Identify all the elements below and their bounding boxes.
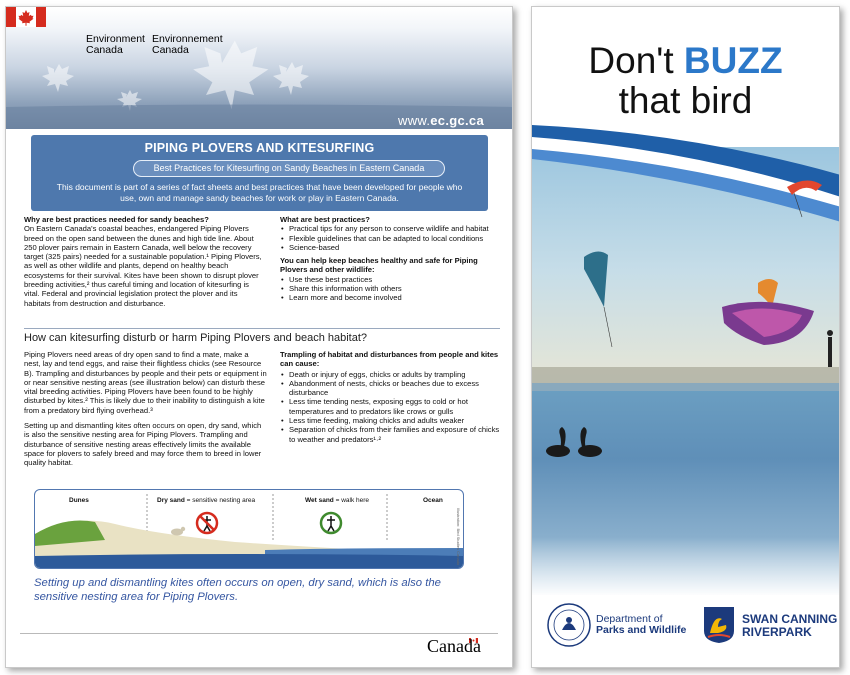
why-section xyxy=(24,215,266,308)
trampling-section xyxy=(280,350,502,444)
what-heading: What are best practices? xyxy=(280,215,370,224)
disturbance-body xyxy=(24,350,267,468)
list-item: • Less time feeding, making chicks and adults weaker xyxy=(280,416,502,425)
list-item: • Learn more and become involved xyxy=(280,293,502,302)
beach-zones-illustration xyxy=(34,489,464,569)
maple-leaf-banner-graphic xyxy=(6,7,513,129)
walk-here-icon xyxy=(321,513,341,533)
body-paragraph: Piping Plovers need areas of dry open sand to find a mate, make a nest, lay and tend eggs, and raise their flightless chicks (see Resource B). Trampling and disturbances by people and their pets or equipment in or near sensitive nesting areas (see illustration below) can disturb these vital breeding activities. Piping Plovers have been found to be highly disturbed by kites.² This is likely due to their inability to distinguish a kite from a predatory bird flying overhead.³ xyxy=(24,350,267,415)
list-item: • Science-based xyxy=(280,243,502,252)
zone-label-ocean: Ocean xyxy=(423,497,443,504)
illustration-caption: Setting up and dismantling kites often occurs on open, dry sand, which is also the sensitive nesting area for Piping Plovers. xyxy=(34,577,441,603)
plover-bird-icon xyxy=(171,527,185,536)
list-item: • Less time tending nests, exposing eggs to cold or hot temperatures and to predators like crows or gulls xyxy=(280,397,502,416)
intro-text: This document is part of a series of fact sheets and best practices that have been developed for people who use, own and manage sandy beaches for work or play in Eastern Canada. xyxy=(56,182,463,203)
why-body: On Eastern Canada's coastal beaches, endangered Piping Plovers breed on the open sand between the dunes and high tide line. About 250 plover pairs remain in Eastern Canada, well below the recovery target (325 pairs) needed for a sustainable population.¹ Piping Plovers, as well as other wildlife and plants, depend on healthy beach ecosystems for their survival. Kites have been shown to disrupt plover breeding activities,² thus careful timing and location of kitesurfing is vital. Federal and provincial legislation protect the plover and its habitats from destruction and disturbance. xyxy=(24,224,262,308)
headline-highlight: BUZZ xyxy=(683,40,783,81)
list-item: • Share this information with others xyxy=(280,284,502,293)
help-heading: You can help keep beaches healthy and safe for Piping Plovers and other wildlife: xyxy=(280,256,478,275)
department-name-french: Environnement Canada xyxy=(152,33,223,56)
canada-wordmark-logo: Canada xyxy=(427,636,481,656)
document-title: PIPING PLOVERS AND KITESURFING xyxy=(144,141,375,155)
list-item: • Death or injury of eggs, chicks or adults by trampling xyxy=(280,370,502,379)
list-item: • Flexible guidelines that can be adapted to local conditions xyxy=(280,234,502,243)
wa-government-crest-icon xyxy=(546,602,592,648)
zone-label-wet-sand: Wet sand = walk here xyxy=(305,497,370,504)
title-panel xyxy=(31,135,488,211)
brochure-headline: Don't BUZZ that bird xyxy=(588,40,783,121)
illustration-credit: Illustration: Bird Studies Canada xyxy=(456,508,461,566)
footer-divider xyxy=(20,633,498,634)
what-list xyxy=(280,224,502,252)
list-item: • Practical tips for any person to conserve wildlife and habitat xyxy=(280,224,502,233)
no-walking-icon xyxy=(197,513,217,533)
trampling-heading: Trampling of habitat and disturbances from people and kites can cause: xyxy=(280,350,499,369)
list-item: • Use these best practices xyxy=(280,275,502,284)
section-heading: How can kitesurfing disturb or harm Piping Plovers and beach habitat? xyxy=(24,328,500,344)
trampling-list xyxy=(280,370,502,444)
list-item: • Separation of chicks from their families and exposure of chicks to weather and predators¹·² xyxy=(280,425,502,444)
list-item: • Abandonment of nests, chicks or beaches due to excess disturbance xyxy=(280,379,502,398)
zone-label-dry-sand: Dry sand = sensitive nesting area xyxy=(157,497,256,504)
zone-label-dunes: Dunes xyxy=(69,497,89,504)
swan-canning-logo-icon xyxy=(700,603,738,645)
document-subtitle: Best Practices for Kitesurfing on Sandy Beaches in Eastern Canada xyxy=(133,160,445,177)
brochure-logos xyxy=(532,591,839,651)
department-name-english: Environment Canada xyxy=(86,33,145,56)
canada-flag-icon xyxy=(6,7,46,27)
dpaw-name: Department of Parks and Wildlife xyxy=(596,613,687,636)
why-heading: Why are best practices needed for sandy beaches? xyxy=(24,215,209,224)
website-link[interactable]: www.ec.gc.ca xyxy=(398,113,484,128)
body-paragraph: Setting up and dismantling kites often occurs on open, dry sand, which is also the sensitive nesting area for Piping Plovers. Trampling and disturbance of sensitive nesting areas effectively limits the available space for plovers to safely breed and may force them to breed in lower quality habitat. xyxy=(24,421,262,468)
what-section xyxy=(280,215,502,303)
fact-sheet-document xyxy=(5,6,513,668)
header-banner xyxy=(6,7,513,129)
swan-canning-name: SWAN CANNING RIVERPARK xyxy=(742,612,838,639)
brochure-cover xyxy=(531,6,840,668)
help-list xyxy=(280,275,502,303)
